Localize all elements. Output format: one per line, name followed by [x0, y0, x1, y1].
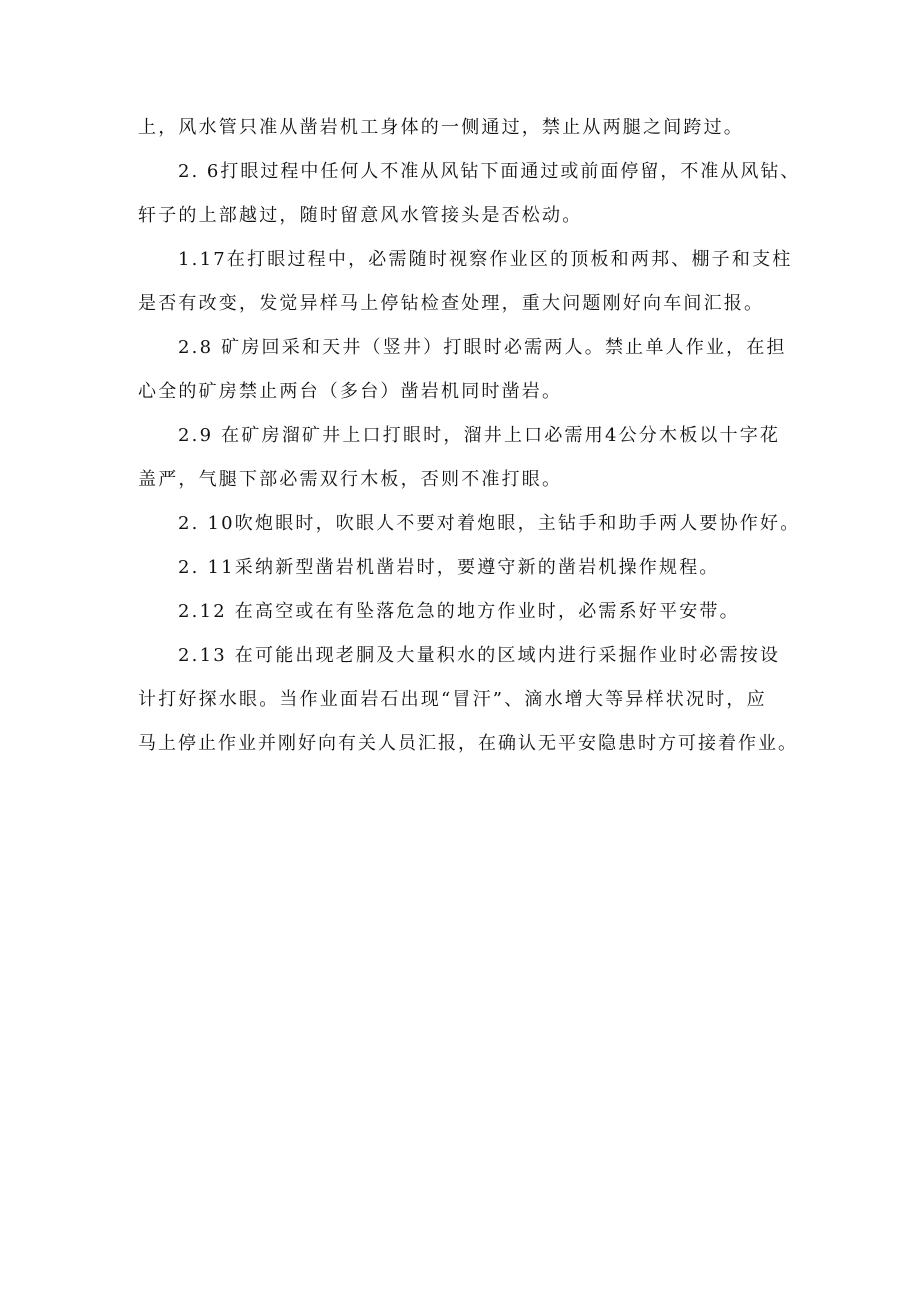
text-line-13: 2.13 在可能出现老胴及大量积水的区域内进行采掘作业时必需按设 — [178, 645, 781, 666]
text-line-4: 1.17在打眼过程中，必需随时视察作业区的顶板和两邦、棚子和支柱 — [178, 249, 793, 270]
text-line-14: 计打好探水眼。当作业面岩石出现“冒汗”、滴水增大等异样状况时，应 — [138, 689, 767, 710]
text-line-11: 2. 11采纳新型凿岩机凿岩时，要遵守新的凿岩机操作规程。 — [178, 557, 720, 578]
text-line-3: 轩子的上部越过，随时留意风水管接头是否松动。 — [138, 205, 583, 226]
text-line-15: 马上停止作业并刚好向有关人员汇报，在确认无平安隐患时方可接着作业。 — [138, 733, 798, 754]
text-line-7: 心全的矿房禁止两台（多台）凿岩机同时凿岩。 — [138, 381, 563, 402]
text-line-6: 2.8 矿房回采和天井（竖井）打眼时必需两人。禁止单人作业，在担 — [178, 337, 787, 358]
text-line-12: 2.12 在高空或在有坠落危急的地方作业时，必需系好平安带。 — [178, 601, 740, 622]
text-line-2: 2. 6打眼过程中任何人不准从风钻下面通过或前面停留，不准从风钻、 — [178, 161, 801, 182]
text-line-1: 上，风水管只准从凿岩机工身体的一侧通过，禁止从两腿之间跨过。 — [138, 117, 744, 138]
text-line-5: 是否有改变，发觉异样马上停钻检查处理，重大问题刚好向车间汇报。 — [138, 293, 765, 314]
text-line-10: 2. 10吹炮眼时，吹眼人不要对着炮眼，主钻手和助手两人要协作好。 — [178, 513, 801, 534]
text-line-9: 盖严，气腿下部必需双行木板，否则不准打眼。 — [138, 469, 563, 490]
text-line-8: 2.9 在矿房溜矿井上口打眼时，溜井上口必需用4公分木板以十字花 — [178, 425, 781, 446]
